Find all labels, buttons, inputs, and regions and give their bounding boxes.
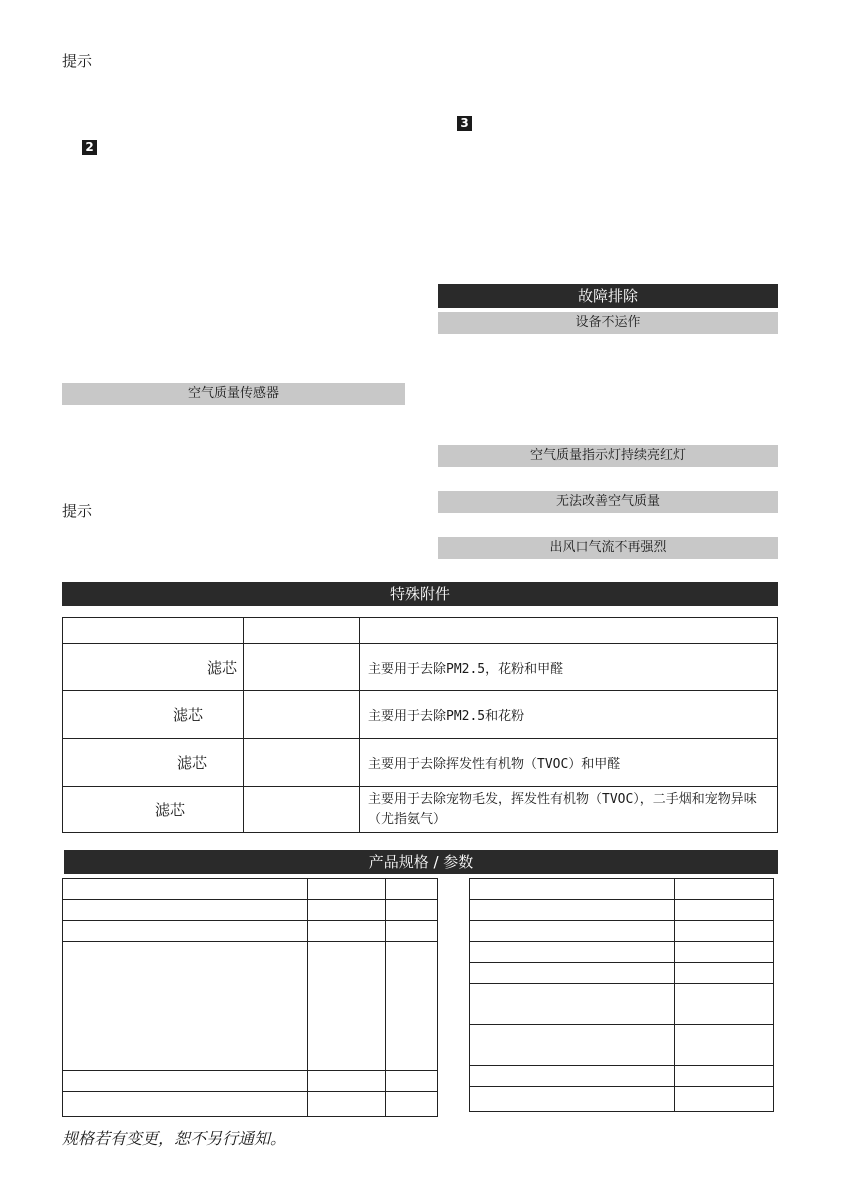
accessory-name: 滤芯 xyxy=(63,787,244,833)
table-row xyxy=(470,984,774,1025)
table-row xyxy=(470,963,774,984)
specs-table-right xyxy=(469,878,774,1112)
tip-label-1: 提示 xyxy=(62,52,93,70)
table-row xyxy=(470,879,774,900)
table-row xyxy=(470,1025,774,1066)
table-row xyxy=(63,1092,438,1117)
accessory-desc: 主要用于去除挥发性有机物（TVOC）和甲醛 xyxy=(360,739,778,787)
table-row xyxy=(63,644,778,691)
table-row xyxy=(63,921,438,942)
accessories-header: 特殊附件 xyxy=(62,582,778,606)
table-row xyxy=(63,879,438,900)
table-row xyxy=(63,691,778,739)
accessory-desc: 主要用于去除PM2.5和花粉 xyxy=(360,691,778,739)
table-row xyxy=(470,1087,774,1112)
table-row xyxy=(470,921,774,942)
issue-device-not-working: 设备不运作 xyxy=(438,312,778,334)
specs-table-left xyxy=(62,878,438,1117)
troubleshooting-header: 故障排除 xyxy=(438,284,778,308)
tip-label-2: 提示 xyxy=(62,502,93,520)
spec-change-note: 规格若有变更，恕不另行通知。 xyxy=(62,1129,287,1148)
issue-red-indicator: 空气质量指示灯持续亮红灯 xyxy=(438,445,778,467)
table-row xyxy=(470,942,774,963)
accessory-desc: 主要用于去除PM2.5，花粉和甲醛 xyxy=(360,644,778,691)
issue-air-not-improved: 无法改善空气质量 xyxy=(438,491,778,513)
air-quality-sensor-header: 空气质量传感器 xyxy=(62,383,405,405)
table-row xyxy=(470,1066,774,1087)
table-row xyxy=(63,1071,438,1092)
issue-weak-airflow: 出风口气流不再强烈 xyxy=(438,537,778,559)
table-row xyxy=(63,900,438,921)
accessory-name: 滤芯 xyxy=(63,644,244,691)
step-3-badge: 3 xyxy=(457,116,472,131)
table-row xyxy=(63,739,778,787)
accessories-table xyxy=(62,617,778,833)
table-row xyxy=(470,900,774,921)
table-row xyxy=(63,787,778,833)
accessory-desc: 主要用于去除宠物毛发，挥发性有机物（TVOC），二手烟和宠物异味（尤指氨气） xyxy=(360,787,778,833)
step-2-badge: 2 xyxy=(82,140,97,155)
accessory-name: 滤芯 xyxy=(63,739,244,787)
accessory-name: 滤芯 xyxy=(63,691,244,739)
table-row xyxy=(63,942,438,1071)
specs-header: 产品规格 / 参数 xyxy=(64,850,778,874)
table-row xyxy=(63,618,778,644)
